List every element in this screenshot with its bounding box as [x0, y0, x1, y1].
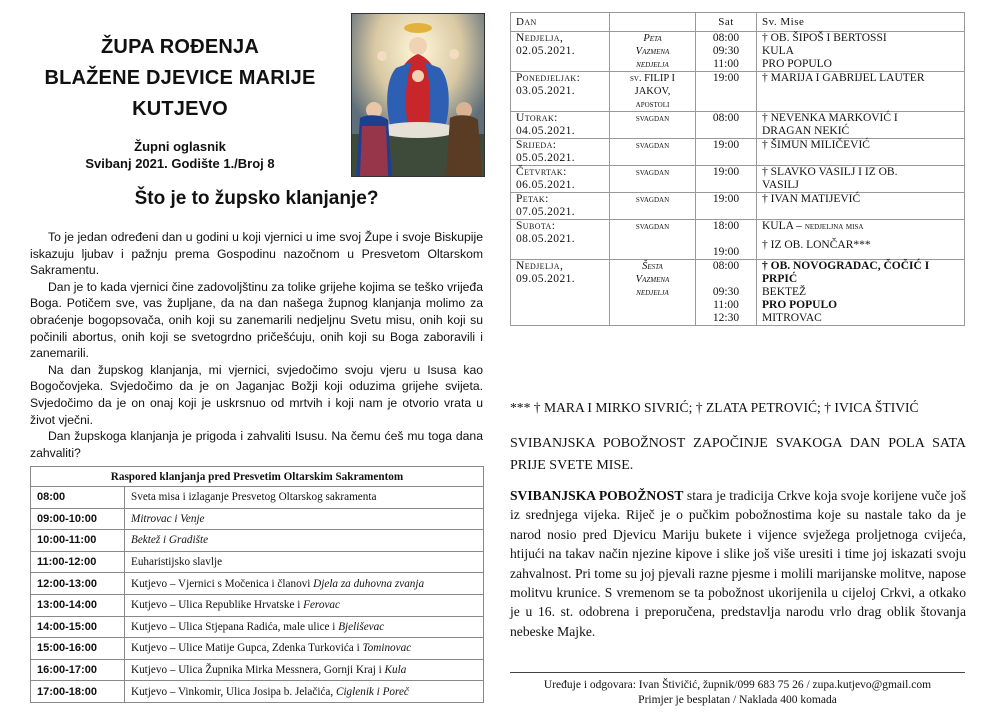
mass-intention: [757, 72, 965, 112]
mass-feast: [610, 220, 696, 260]
mass-day-line: Subota:: [516, 220, 556, 232]
mass-feast-line: nedjelja: [636, 287, 669, 298]
mass-note: nedjeljna misa: [804, 221, 864, 232]
mass-time-line: 19:00: [712, 72, 740, 84]
schedule-text: Kutjevo – Vinkomir, Ulica Josipa b. Jelačića,: [131, 685, 336, 698]
may-devotion-article: [510, 486, 966, 641]
mass-day: [511, 72, 610, 112]
mass-time: [696, 72, 757, 112]
mass-day-line: Srijeda:: [516, 139, 557, 151]
schedule-time: 17:00-18:00: [31, 681, 125, 703]
schedule-text: Kutjevo – Ulica Republike Hrvatske i: [131, 599, 304, 612]
mass-row: [511, 112, 965, 139]
mass-row: [511, 139, 965, 166]
mass-time-line: [701, 233, 751, 246]
schedule-group: [125, 530, 484, 552]
mass-time-line: [701, 273, 751, 286]
madonna-picture: [351, 13, 485, 177]
mass-intention-line: † IVAN MATIJEVIĆ: [762, 193, 861, 205]
mass-feast: [610, 32, 696, 72]
mass-feast: [610, 193, 696, 220]
mass-feast: [610, 72, 696, 112]
mass-day-line: Ponedjeljak:: [516, 72, 581, 84]
mass-feast-line: svagdan: [635, 221, 670, 232]
mass-day-line: Četvrtak:: [516, 166, 567, 178]
schedule-group: [125, 508, 484, 530]
mass-time-line: 08:00: [712, 32, 740, 44]
schedule-place: Djela za duhovna zvanja: [313, 577, 425, 590]
mass-intention-line: BEKTEŽ: [762, 286, 807, 298]
mass-time-line: 18:00: [712, 220, 740, 232]
mass-day: [511, 260, 610, 326]
issue-info: Svibanj 2021. Godište 1./Broj 8: [85, 156, 275, 171]
mass-day-line: 05.05.2021.: [516, 152, 576, 164]
intro-paragraph: Dan je to kada vjernici čine zadovoljštinu za tolike grijehe kojima se teško vrijeđa Boga. Potičem sve, vas župljane, da na dan našega župnog klanjanja molimo za obraćenje bogopsovača, onih koji su zanemarili nedjeljnu Svetu misu, onih koji su počinili abortus, onih koji se svetogrdno pričešćuju, onih koji su Boga zaboravili i zanemarili.: [30, 279, 483, 361]
schedule-time: 16:00-17:00: [31, 659, 125, 681]
title-line-2: BLAŽENE DJEVICE MARIJE: [44, 67, 316, 89]
mass-time-line: 08:00: [712, 260, 740, 272]
schedule-row: [31, 530, 484, 552]
mass-intention-line: † MARIJA I GABRIJEL LAUTER: [762, 72, 925, 84]
schedule-group: [125, 681, 484, 703]
schedule-row: [31, 573, 484, 595]
schedule-place: Bektež i Gradište: [131, 534, 209, 547]
mass-day: [511, 166, 610, 193]
mass-day: [511, 220, 610, 260]
mass-day-line: 08.05.2021.: [516, 233, 576, 245]
intro-paragraph: Na dan župskog klanjanja, mi vjernici, svjedočimo svoju vjeru u Isusa kao Bogočovjeka. Svjedočimo da je on Jaganjac Božji koji oduzima grijehe svijeta. Svjedočimo da je on onaj koji je uskrsnuo od mrtvih i koji nam je otvorio vrata u život vječni.: [30, 362, 483, 427]
mass-day-line: 09.05.2021.: [516, 273, 576, 285]
mass-intention-line: † ŠIMUN MILIČEVIĆ: [762, 139, 870, 151]
mass-day-line: 04.05.2021.: [516, 125, 576, 137]
mass-intention-line: PRO POPULO: [762, 58, 832, 70]
schedule-time: 10:00-11:00: [31, 530, 125, 552]
schedule-group: [125, 638, 484, 660]
mass-row: [511, 260, 965, 326]
mass-feast-line: Peta: [643, 33, 662, 44]
mass-day-line: Nedjelja,: [516, 32, 564, 44]
mass-day: [511, 32, 610, 72]
mass-schedule-table: [510, 12, 965, 326]
column-header-day: Dan: [511, 13, 610, 32]
schedule-place: Kula: [384, 664, 407, 677]
mass-row: [511, 166, 965, 193]
mass-intention-line: PRO POPULO: [762, 299, 838, 311]
schedule-text: Euharistijsko slavlje: [131, 556, 223, 569]
column-header-time: Sat: [696, 13, 757, 32]
mass-day-line: 07.05.2021.: [516, 206, 576, 218]
mass-time-line: 19:00: [712, 246, 740, 258]
mass-feast: [610, 260, 696, 326]
mass-intention: [757, 220, 965, 260]
schedule-time: 11:00-12:00: [31, 551, 125, 573]
mass-time: [696, 112, 757, 139]
schedule-text: Sveta misa i izlaganje Presvetog Oltarskog sakramenta: [131, 491, 377, 504]
schedule-group: [125, 573, 484, 595]
mass-day: [511, 139, 610, 166]
print-run: Primjer je besplatan / Naklada 400 komada: [638, 694, 837, 706]
may-devotion-notice: SVIBANJSKA POBOŽNOST ZAPOČINJE SVAKOGA DAN POLA SATA PRIJE SVETE MISE.: [510, 436, 966, 473]
mass-intention-line: PRPIĆ: [762, 273, 798, 285]
mass-feast-line: sv. FILIP I: [629, 73, 676, 84]
intro-paragraph: Dan župskoga klanjanja je prigoda i zahvaliti Isusu. Na čemu ćeš mu toga dana zahvaliti?: [30, 429, 483, 460]
mass-feast-line: Vazmena: [635, 274, 670, 285]
article-body: stara je tradicija Crkve koja svoje korijene vuče još iz srednjega vijeka. Riječ je o pučkim pobožnostima koje su nastale tako da je narod nosio pred Djevicu Mariju bukete i vijence svježega proljetnoga cvijeća, htijući na takav način njezine kipove i slike još više uresiti i time joj iskazati svoju zahvalnost. Pri tome su joj pjevali razne pjesme i molili marijanske molitve, napose molitvu krunice. S vremenom se ta pobožnost ukorijenila u cijeloj Crkvi, a otkako je u 16. st. odobrena i preporučena, predstavlja narodu vrlo drag oblik štovanja nebeske Majke.: [510, 488, 966, 639]
mass-feast: [610, 166, 696, 193]
column-header-feast: [610, 13, 696, 32]
schedule-place: Mitrovac i Venje: [131, 512, 205, 525]
schedule-place: Ferovac: [303, 599, 340, 612]
mass-intention-line: † OB. ŠIPOŠ I BERTOSSI: [762, 32, 887, 44]
schedule-place: Bjeliševac: [338, 620, 385, 633]
mass-intention-line: † IZ OB. LONČAR***: [762, 239, 871, 251]
schedule-time: 09:00-10:00: [31, 508, 125, 530]
mass-day-line: Utorak:: [516, 112, 558, 124]
mass-intention-line: KULA: [762, 45, 794, 57]
mass-feast-line: svagdan: [635, 140, 670, 151]
mass-feast: [610, 139, 696, 166]
mass-feast-line: JAKOV,: [634, 86, 671, 97]
mass-day-line: 06.05.2021.: [516, 179, 576, 191]
schedule-place: Tominovac: [362, 642, 412, 655]
mass-time: [696, 193, 757, 220]
mass-intention-line: MITROVAC: [762, 312, 822, 324]
mass-intention: [757, 112, 965, 139]
mass-feast-line: Vazmena: [635, 46, 670, 57]
mass-day-line: Nedjelja,: [516, 260, 564, 272]
mass-day: [511, 193, 610, 220]
mass-time-line: 12:30: [712, 312, 740, 324]
schedule-row: [31, 551, 484, 573]
schedule-time: 08:00: [31, 487, 125, 509]
schedule-row: [31, 616, 484, 638]
mass-intention-line: † SLAVKO VASILJ I IZ OB.: [762, 166, 898, 178]
schedule-title: Raspored klanjanja pred Presvetim Oltarskim Sakramentom: [31, 467, 484, 487]
schedule-row: [31, 487, 484, 509]
schedule-time: 14:00-15:00: [31, 616, 125, 638]
mass-time: [696, 32, 757, 72]
schedule-text: Kutjevo – Ulica Stjepana Radića, male ulice i: [131, 620, 339, 633]
schedule-text: Kutjevo – Vjernici s Močenica i članovi: [131, 577, 314, 590]
intro-paragraph: To je jedan određeni dan u godini u koji vjernici u ime svoj Župe i svoje Biskupije iskazuju ljubav i pažnju prema Gospodinu nazočnom u Presvetom Oltarskom Sakramentu.: [30, 230, 483, 278]
mass-time-line: 19:00: [712, 166, 740, 178]
mass-feast: [610, 112, 696, 139]
schedule-row: [31, 681, 484, 703]
mass-intention: [757, 260, 965, 326]
schedule-time: 15:00-16:00: [31, 638, 125, 660]
schedule-row: [31, 594, 484, 616]
mass-time-line: 19:00: [712, 193, 740, 205]
mass-row: [511, 72, 965, 112]
mass-intention: [757, 139, 965, 166]
mass-feast-line: nedjelja: [636, 59, 669, 70]
mass-day-line: 03.05.2021.: [516, 85, 576, 97]
mass-day: [511, 112, 610, 139]
schedule-time: 13:00-14:00: [31, 594, 125, 616]
column-header-masses: Sv. Mise: [757, 13, 965, 32]
mass-time: [696, 220, 757, 260]
schedule-row: [31, 638, 484, 660]
mass-row: [511, 32, 965, 72]
footer-divider: [510, 672, 965, 673]
schedule-group: [125, 551, 484, 573]
mass-row: [511, 193, 965, 220]
footer: [510, 678, 965, 708]
mass-intention-line: DRAGAN NEKIĆ: [762, 125, 850, 137]
mass-feast-line: apostoli: [635, 99, 670, 110]
schedule-place: Ciglenik i Poreč: [335, 685, 409, 698]
schedule-group: [125, 616, 484, 638]
article-lead: SVIBANJSKA POBOŽNOST: [510, 488, 684, 503]
mass-feast-line: svagdan: [635, 167, 670, 178]
schedule-text: Kutjevo – Ulice Matije Gupca, Zdenka Turkovića i: [131, 642, 363, 655]
schedule-time: 12:00-13:00: [31, 573, 125, 595]
schedule-group: [125, 594, 484, 616]
parish-header: [30, 32, 330, 172]
schedule-group: [125, 659, 484, 681]
mass-time: [696, 139, 757, 166]
mass-time-line: 19:00: [712, 139, 740, 151]
title-line-1: ŽUPA ROĐENJA: [101, 36, 259, 58]
section-heading: Što je to župsko klanjanje?: [134, 188, 379, 209]
mass-time-line: 11:00: [713, 58, 739, 70]
mass-feast-line: svagdan: [635, 113, 670, 124]
schedule-text: Kutjevo – Ulica Župnika Mirka Messnera, Gornji Kraj i: [131, 664, 385, 677]
mass-time-line: 09:30: [712, 286, 740, 298]
mass-feast-line: svagdan: [635, 194, 670, 205]
additional-intentions: *** † MARA I MIRKO SIVRIĆ; † ZLATA PETROVIĆ; † IVICA ŠTIVIĆ: [510, 400, 919, 415]
mass-time: [696, 166, 757, 193]
mass-day-line: Petak:: [516, 193, 549, 205]
mass-row: [511, 220, 965, 260]
title-line-3: KUTJEVO: [132, 98, 228, 120]
schedule-row: [31, 508, 484, 530]
mass-intention-line: † OB. NOVOGRADAC, ČOČIĆ I: [762, 260, 930, 272]
mass-intention: [757, 32, 965, 72]
mass-day-line: 02.05.2021.: [516, 45, 576, 57]
schedule-row: [31, 659, 484, 681]
mass-time-line: 09:30: [712, 45, 740, 57]
mass-intention: [757, 193, 965, 220]
mass-intention: [757, 166, 965, 193]
mass-time: [696, 260, 757, 326]
mass-intention-line: VASILJ: [762, 179, 799, 191]
intro-text: [30, 229, 483, 461]
schedule-group: [125, 487, 484, 509]
editor-contact: Uređuje i odgovara: Ivan Štivičić, župnik/099 683 75 26 / zupa.kutjevo@gmail.com: [543, 679, 932, 691]
mass-time-line: 08:00: [712, 112, 740, 124]
mass-feast-line: Šesta: [642, 261, 663, 272]
mass-intention-line: KULA – nedjeljna misa: [762, 220, 864, 232]
mass-intention-line: † NEVENKA MARKOVIĆ I: [762, 112, 898, 124]
adoration-schedule-table: [30, 466, 484, 703]
mass-time-line: 11:00: [713, 299, 739, 311]
bulletin-name: Župni oglasnik: [134, 139, 226, 154]
